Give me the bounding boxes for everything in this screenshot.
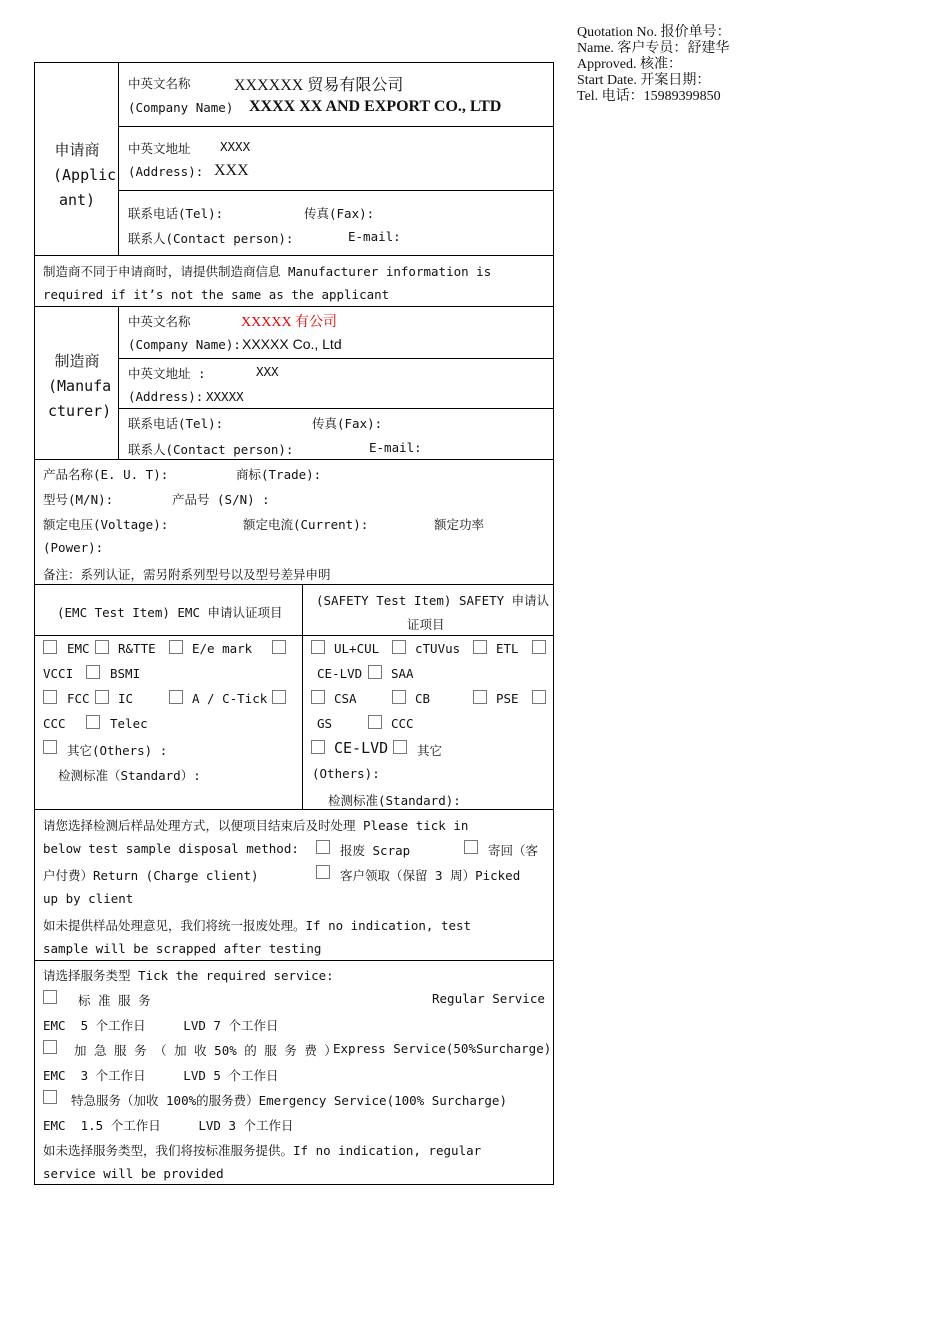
pse-checkbox[interactable] — [473, 690, 487, 704]
manufacturer-name-cn[interactable]: XXXXX 有公司 — [241, 315, 338, 330]
ctick-option-label: A / C-Tick — [192, 691, 268, 706]
applicant-label — [53, 138, 117, 213]
picked-option-label-cont: up by client — [43, 891, 134, 906]
rtte-option-label: R&TTE — [118, 641, 156, 656]
emergency-service-days: EMC 1.5 个工作日 LVD 3 个工作日 — [43, 1118, 294, 1133]
disposal-instruction-line2: below test sample disposal method: — [43, 841, 299, 856]
vcci-checkbox[interactable] — [272, 640, 286, 654]
current-label: 额定电流(Current): — [243, 517, 369, 532]
safety-test-item-header: (SAFETY Test Item) SAFETY 申请认 — [316, 593, 550, 608]
product-name-label: 产品名称(E. U. T): — [43, 467, 169, 482]
disposal-instruction-line1: 请您选择检测后样品处理方式，以便项目结束后及时处理 Please tick in — [43, 818, 469, 833]
approved-by: Approved. 核准： — [577, 57, 682, 72]
gs-option-label: GS — [317, 716, 333, 731]
applicant-address-cn[interactable]: XXXX — [220, 139, 251, 154]
applicant-label-cn: 申请商 — [54, 141, 100, 159]
emc-test-item-header: (EMC Test Item) EMC 申请认证项目 — [57, 605, 283, 620]
quotation-no: Quotation No. 报价单号： — [577, 25, 731, 40]
emark-option-label: E/e mark — [192, 641, 253, 656]
return-option-label: 寄回（客 — [488, 843, 539, 858]
vcci-option-label: VCCI — [43, 666, 74, 681]
pse-option-label: PSE — [496, 691, 519, 706]
manufacturer-address-en-label: (Address): — [128, 389, 204, 404]
service-note-line2: service will be provided — [43, 1166, 224, 1181]
manufacturer-label-en2: cturer) — [48, 402, 112, 420]
service-title: 请选择服务类型 Tick the required service: — [43, 968, 334, 983]
ctuvus-checkbox[interactable] — [392, 640, 406, 654]
telec-checkbox[interactable] — [86, 715, 100, 729]
applicant-address-cn-label: 中英文地址 — [128, 141, 191, 156]
celvd2-option-label: CE-LVD — [334, 739, 389, 757]
power-label-en: (Power): — [43, 540, 104, 555]
voltage-label: 额定电压(Voltage): — [43, 517, 169, 532]
saa-option-label: SAA — [391, 666, 414, 681]
express-service-days: EMC 3 个工作日 LVD 5 个工作日 — [43, 1068, 279, 1083]
telec-option-label: Telec — [110, 716, 148, 731]
manufacturer-address-cn[interactable]: XXX — [256, 364, 279, 379]
ulcul-option-label: UL+CUL — [334, 641, 380, 656]
emc-option-label: EMC — [67, 641, 90, 656]
manufacturer-contact-label: 联系人(Contact person): — [128, 442, 294, 457]
ctick-checkbox[interactable] — [169, 690, 183, 704]
service-note-line1: 如未选择服务类型，我们将按标准服务提供。If no indication, regular — [43, 1143, 482, 1158]
cb-option-label: CB — [415, 691, 431, 706]
ccc-safety-option-label: CCC — [391, 716, 414, 731]
manufacturer-label-cn: 制造商 — [54, 352, 100, 370]
regular-service-days: EMC 5 个工作日 LVD 7 个工作日 — [43, 1018, 279, 1033]
manufacturer-label-en1: (Manufa — [48, 377, 112, 395]
ccc-emc-checkbox[interactable] — [272, 690, 286, 704]
express-service-cn: 加 急 服 务 （ 加 收 50% 的 服 务 费 ） — [74, 1043, 337, 1058]
disposal-note-line2: sample will be scrapped after testing — [43, 941, 322, 956]
safety-others-checkbox[interactable] — [393, 740, 407, 754]
safety-test-item-header-2: 证项目 — [407, 617, 445, 632]
bsmi-checkbox[interactable] — [86, 665, 100, 679]
applicant-name-en[interactable]: XXXX XX AND EXPORT CO., LTD — [249, 98, 502, 115]
picked-checkbox[interactable] — [316, 865, 330, 879]
scrap-checkbox[interactable] — [316, 840, 330, 854]
return-option-label-cont: 户付费）Return (Charge client) — [43, 868, 259, 883]
picked-option-label: 客户领取（保留 3 周）Picked — [340, 868, 521, 883]
csa-checkbox[interactable] — [311, 690, 325, 704]
ccc-safety-checkbox[interactable] — [368, 715, 382, 729]
manufacturer-address-cn-label: 中英文地址 : — [128, 366, 206, 381]
ccc-emc-option-label: CCC — [43, 716, 66, 731]
manufacturer-name-en-label: (Company Name): — [128, 337, 241, 352]
applicant-fax-label: 传真(Fax): — [304, 206, 375, 221]
celvd-checkbox[interactable] — [532, 640, 546, 654]
applicant-contact-label: 联系人(Contact person): — [128, 231, 294, 246]
emc-standard-label: 检测标准（Standard）: — [58, 768, 201, 783]
safety-others-label: 其它 — [417, 743, 443, 758]
cb-checkbox[interactable] — [392, 690, 406, 704]
manufacturer-note-line1: 制造商不同于申请商时，请提供制造商信息 Manufacturer information is — [43, 264, 492, 279]
fcc-option-label: FCC — [67, 691, 90, 706]
power-label: 额定功率 — [434, 517, 485, 532]
quotation-info — [577, 25, 731, 105]
emergency-service-checkbox[interactable] — [43, 1090, 57, 1104]
emergency-service-label: 特急服务（加收 100%的服务费）Emergency Service(100% Surcharge) — [71, 1093, 507, 1108]
return-checkbox[interactable] — [464, 840, 478, 854]
manufacturer-fax-label: 传真(Fax): — [312, 416, 383, 431]
emc-others-checkbox[interactable] — [43, 740, 57, 754]
start-date: Start Date. 开案日期： — [577, 73, 711, 88]
applicant-label-en1: (Applic — [53, 166, 117, 184]
contact-tel: Tel. 电话：15989399850 — [577, 89, 721, 104]
manufacturer-email-label: E-mail: — [369, 440, 422, 455]
express-service-en: Express Service(50%Surcharge) — [333, 1041, 552, 1056]
applicant-address-en[interactable]: XXX — [214, 162, 249, 179]
manufacturer-name-en[interactable]: XXXXX Co., Ltd — [242, 336, 342, 352]
account-manager: Name. 客户专员：舒建华 — [577, 41, 730, 56]
safety-standard-label: 检测标准(Standard): — [328, 793, 461, 808]
applicant-label-en2: ant) — [58, 191, 96, 209]
regular-service-cn: 标 准 服 务 — [78, 993, 151, 1008]
scrap-option-label: 报废 Scrap — [340, 843, 411, 858]
applicant-name-cn-label: 中英文名称 — [128, 76, 191, 91]
etl-checkbox[interactable] — [473, 640, 487, 654]
applicant-name-cn[interactable]: XXXXXX 贸易有限公司 — [234, 77, 404, 94]
celvd-option-label: CE-LVD — [317, 666, 363, 681]
manufacturer-name-cn-label: 中英文名称 — [128, 314, 191, 329]
trade-label: 商标(Trade): — [236, 467, 322, 482]
celvd2-checkbox[interactable] — [311, 740, 325, 754]
model-label: 型号(M/N): — [43, 492, 114, 507]
serial-label: 产品号 (S/N) : — [172, 492, 270, 507]
series-remark: 备注：系列认证，需另附系列型号以及型号差异申明 — [43, 567, 331, 582]
csa-option-label: CSA — [334, 691, 357, 706]
fcc-checkbox[interactable] — [43, 690, 57, 704]
manufacturer-tel-label: 联系电话(Tel): — [128, 416, 224, 431]
etl-option-label: ETL — [496, 641, 519, 656]
bsmi-option-label: BSMI — [110, 666, 141, 681]
gs-checkbox[interactable] — [532, 690, 546, 704]
manufacturer-label — [48, 349, 112, 424]
applicant-tel-label: 联系电话(Tel): — [128, 206, 224, 221]
express-service-checkbox[interactable] — [43, 1040, 57, 1054]
applicant-email-label: E-mail: — [348, 229, 401, 244]
emc-others-label: 其它(Others) : — [67, 743, 168, 758]
ic-checkbox[interactable] — [95, 690, 109, 704]
manufacturer-note-line2: required if it’s not the same as the applicant — [43, 287, 390, 302]
regular-service-checkbox[interactable] — [43, 990, 57, 1004]
ic-option-label: IC — [118, 691, 134, 706]
safety-others-label-en: (Others): — [312, 766, 380, 781]
regular-service-en: Regular Service — [432, 991, 545, 1006]
rtte-checkbox[interactable] — [95, 640, 109, 654]
emc-checkbox[interactable] — [43, 640, 57, 654]
emark-checkbox[interactable] — [169, 640, 183, 654]
saa-checkbox[interactable] — [368, 665, 382, 679]
ctuvus-option-label: cTUVus — [415, 641, 461, 656]
disposal-note-line1: 如未提供样品处理意见，我们将统一报废处理。If no indication, test — [43, 918, 472, 933]
applicant-address-en-label: (Address): — [128, 164, 204, 179]
ulcul-checkbox[interactable] — [311, 640, 325, 654]
applicant-name-en-label: (Company Name) — [128, 100, 234, 115]
manufacturer-address-en[interactable]: XXXXX — [206, 389, 244, 404]
